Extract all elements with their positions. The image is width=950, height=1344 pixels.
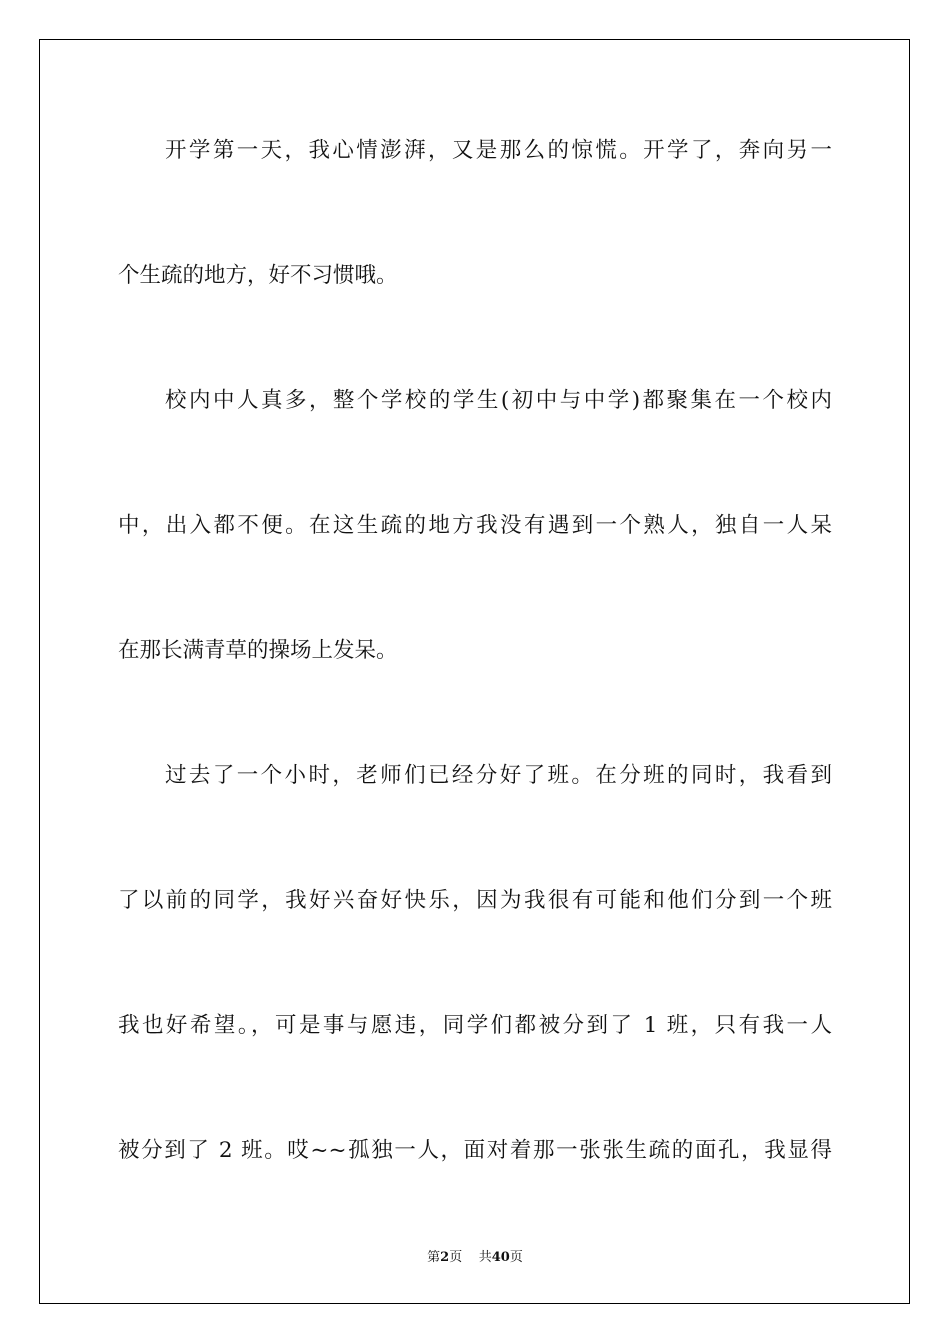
page-border <box>39 39 910 1304</box>
text-line-8: 我也好希望。，可是事与愿违，同学们都被分到了 1 班，只有我一人 <box>118 1013 832 1038</box>
text-line-7: 了以前的同学，我好兴奋好快乐，因为我很有可能和他们分到一个班 <box>118 888 832 913</box>
footer-page-suffix: 页 <box>449 1250 463 1265</box>
text-line-3: 校内中人真多，整个学校的学生(初中与中学)都聚集在一个校内 <box>165 388 832 413</box>
footer-total-pages: 40 <box>491 1250 510 1265</box>
text-line-6: 过去了一个小时，老师们已经分好了班。在分班的同时，我看到 <box>165 763 832 788</box>
text-line-9: 被分到了 2 班。哎~~孤独一人，面对着那一张张生疏的面孔，我显得 <box>118 1138 832 1163</box>
text-line-2: 个生疏的地方，好不习惯哦。 <box>118 263 398 288</box>
text-line-1: 开学第一天，我心情澎湃，又是那么的惊慌。开学了，奔向另一 <box>165 138 832 163</box>
page-footer <box>0 1246 950 1265</box>
text-line-4: 中，出入都不便。在这生疏的地方我没有遇到一个熟人，独自一人呆 <box>118 513 832 538</box>
footer-total-prefix: 共 <box>478 1250 492 1265</box>
footer-total-suffix: 页 <box>509 1250 523 1265</box>
footer-page-number: 2 <box>440 1250 450 1265</box>
footer-page-prefix: 第 <box>427 1250 441 1265</box>
text-line-5: 在那长满青草的操场上发呆。 <box>118 638 398 663</box>
